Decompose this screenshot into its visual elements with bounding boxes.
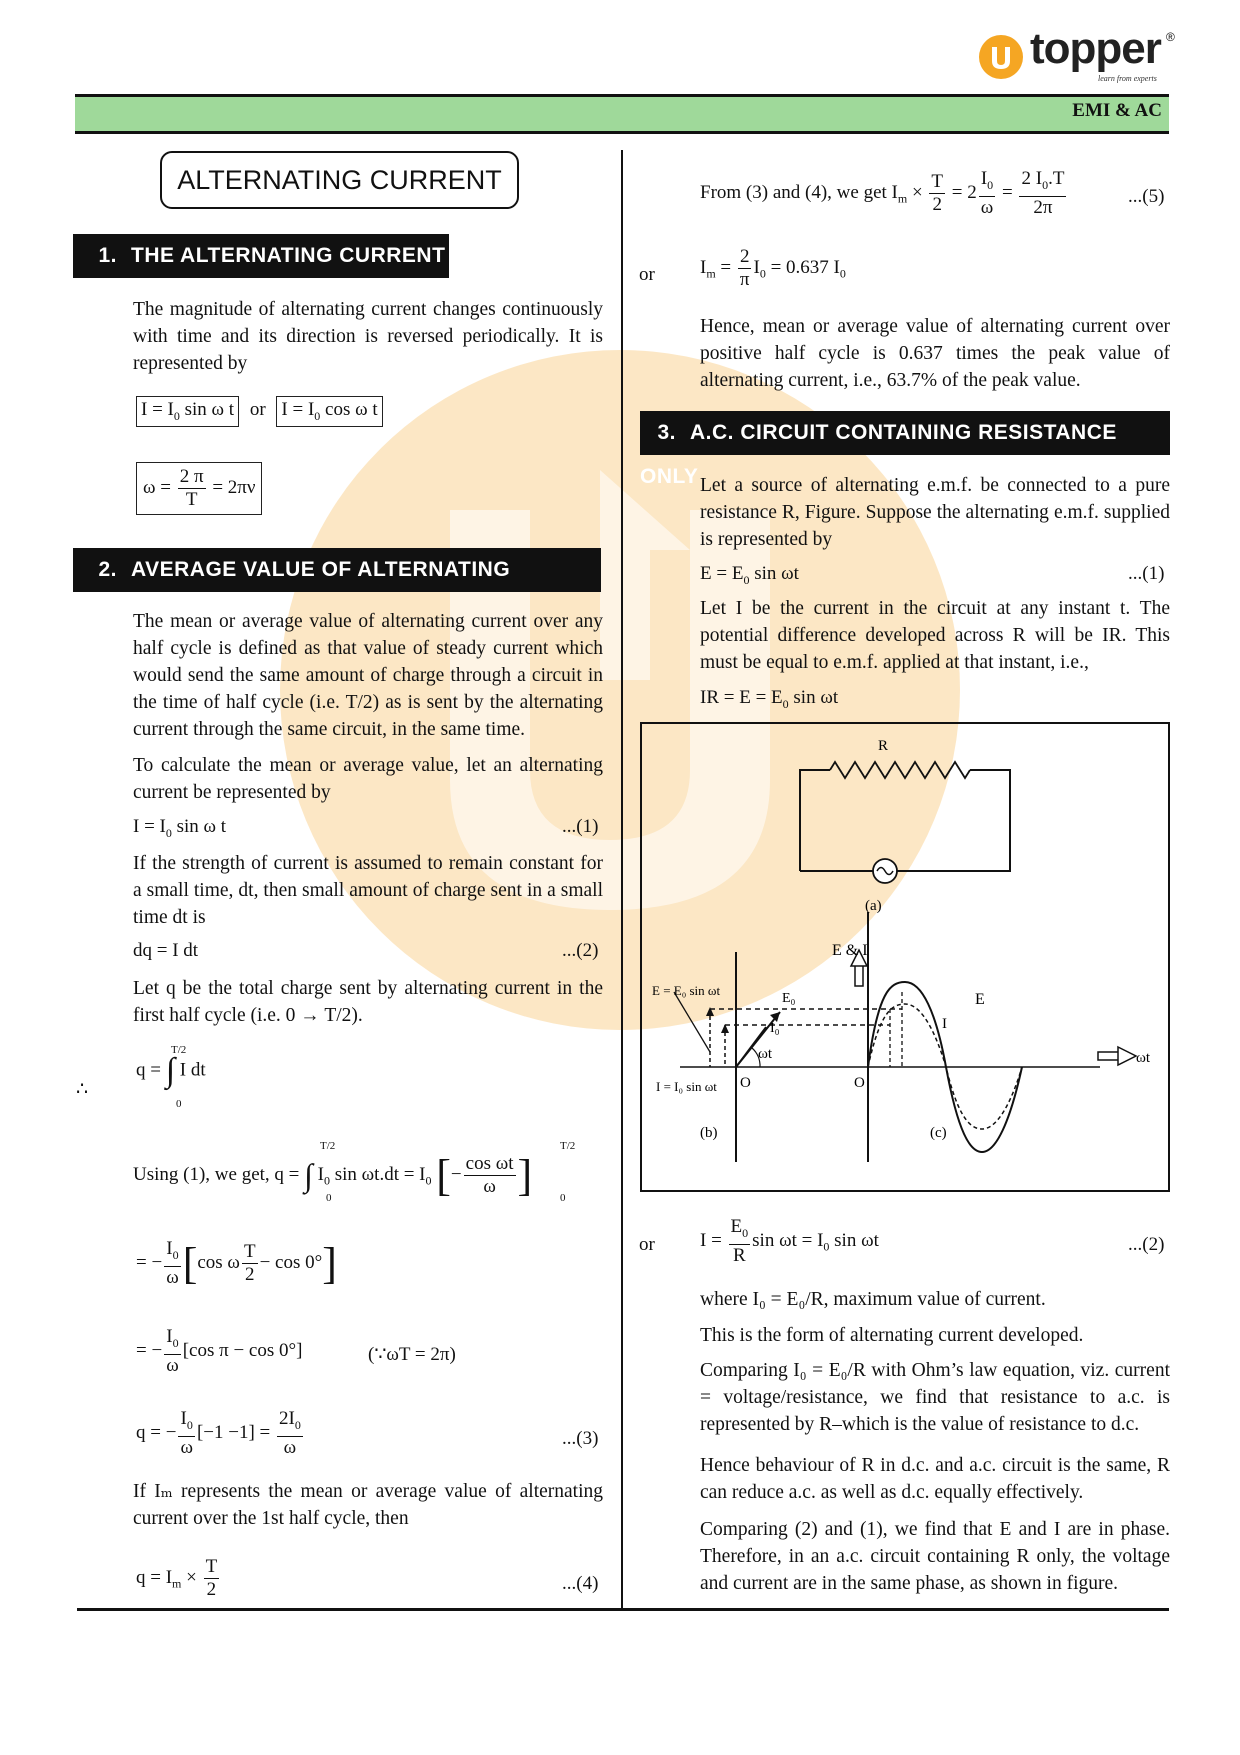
circuit-figure	[640, 722, 1170, 1192]
section-title: THE ALTERNATING CURRENT	[131, 244, 446, 267]
r-eq-number-2: ...(2)	[1128, 1234, 1165, 1255]
brand-u-icon	[978, 34, 1024, 80]
s2-paragraph-5: If Iₘ represents the mean or average value of alternating current over the 1st half cycle, then	[133, 1481, 603, 1529]
label-i-equation: I = I₀ sin ωt	[656, 1079, 717, 1094]
brand-name: topper	[1030, 24, 1161, 73]
header-bottom-rule	[75, 131, 1169, 134]
registered-mark: ®	[1166, 30, 1175, 44]
current-result-equation: I = $\frac{E_0}{R}$ $\sin \omega t = I_0$ sin ωt	[700, 1216, 879, 1266]
integral-q-equation: q = ∫ I dt T/2 0	[136, 1044, 206, 1110]
label-e0: E₀	[782, 991, 796, 1006]
eq-number-3: ...(3)	[562, 1428, 599, 1449]
or-text-1: or	[639, 264, 655, 285]
label-wt-phasor: ωt	[758, 1046, 773, 1062]
resistor-circuit	[800, 762, 1010, 883]
chapter-tag: EMI & AC	[1072, 100, 1162, 121]
current-equation: $I = I_0$ sin ω t	[133, 816, 227, 840]
section-number: 3.	[657, 421, 676, 444]
footer-rule	[77, 1608, 1169, 1611]
or-text: or	[249, 399, 266, 420]
resistor-symbol	[830, 762, 970, 778]
section-title: A.C. CIRCUIT CONTAINING RESISTANCE ONLY	[640, 421, 1117, 488]
section-2-heading	[73, 548, 601, 625]
eq-number-5: ...(5)	[1128, 186, 1165, 207]
circuit-wire	[800, 770, 1010, 871]
from-equation: From (3) and (4), we get $I_m$ × $\frac{T}{2}$ = 2 $\frac{I_0}{\omega}$ = $\frac{2 I_0.T}{2\pi}$	[700, 168, 1065, 218]
im-equation: $I_m$ = $\frac{2}{\pi}$ $I_0 = 0.637$ $I_0$	[700, 246, 846, 290]
label-i: I	[942, 1016, 947, 1032]
using-equation: Using (1), we get, q = ∫ $I_0$ $\sin \omega t.dt = I_0$ [− $\frac{\text{cos ωt}}{\omega}$ ]	[133, 1151, 533, 1200]
label-b: (b)	[700, 1125, 718, 1141]
r-paragraph-4: where I₀ = E₀/R, maximum value of current.	[700, 1289, 1046, 1310]
label-o-phasor: O	[740, 1075, 751, 1091]
bracket-upper-limit: T/2	[560, 1140, 576, 1152]
section-3-heading	[640, 411, 1170, 488]
omega-equation: ω = $\frac{2 \pi}{T}$ = 2πν	[136, 462, 262, 515]
r-paragraph-8: Comparing (2) and (1), we find that E and I are in phase. Therefore, in an a.c. circuit containing R only, the voltage and current are in the same phase, as shown in figure.	[700, 1519, 1170, 1594]
s1-paragraph: The magnitude of alternating current changes continuously with time and its direction is reversed periodically. It is represented by	[133, 299, 603, 374]
s2-paragraph-4: Let q be the total charge sent by alternating current in the first half cycle (i.e. 0 → T/2).	[133, 978, 603, 1026]
section-number: 2.	[98, 558, 117, 581]
s2-paragraph-1: The mean or average value of alternating current over any half cycle is defined as that value of steady current which would send the same amount of charge through a circuit in the time of half cycle (i.e. T/2) as is sent by the alternating current through the same circuit, in the same time.	[133, 611, 603, 740]
label-o-wave: O	[854, 1075, 865, 1091]
r-eq-number-1: ...(1)	[1128, 563, 1165, 584]
brand-tagline: learn from experts	[1098, 74, 1157, 83]
eq-number-1: ...(1)	[562, 816, 599, 837]
ir-equation: IR = $E = E_0$ sin ωt	[700, 687, 839, 711]
label-i0: I₀	[770, 1021, 780, 1036]
r-paragraph-2: Let a source of alternating e.m.f. be connected to a pure resistance R, Figure. Suppose the alternating e.m.f. supplied is represented by	[700, 475, 1170, 550]
r-paragraph-6: Comparing I₀ = E₀/R with Ohm’s law equation, viz. current = voltage/resistance, we find that resistance to a.c. is represented by R–which is the value of resistance to d.c.	[700, 1360, 1170, 1435]
r-paragraph-1: Hence, mean or average value of alternating current over positive half cycle is 0.637 times the peak value of alternating current, i.e., 63.7% of the peak value.	[700, 316, 1170, 391]
or-text-2: or	[639, 1234, 655, 1255]
label-e: E	[975, 991, 985, 1008]
r-paragraph-5: This is the form of alternating current developed.	[700, 1325, 1084, 1346]
label-e-equation: E = E₀ sin ωt	[652, 983, 721, 998]
figure-border	[641, 723, 1169, 1191]
label-wt-axis: ωt	[1136, 1050, 1151, 1066]
header-band	[75, 97, 1169, 131]
label-a: (a)	[865, 898, 882, 914]
therefore-symbol: ∴	[76, 1079, 89, 1100]
s2-paragraph-2: To calculate the mean or average value, let an alternating current be represented by	[133, 755, 603, 803]
brand-logo	[978, 24, 1178, 86]
bracket-lower-limit: 0	[560, 1192, 566, 1204]
using-text: Using (1), we get,	[133, 1163, 270, 1185]
eq-number-2: ...(2)	[562, 940, 599, 961]
q-result-equation: q = − $\frac{I_0}{\omega}$ [−1 −1] = $\frac{2I_0}{\omega}$	[136, 1408, 301, 1458]
label-r: R	[878, 738, 889, 754]
s2-paragraph-3: If the strength of current is assumed to remain constant for a small time, dt, then small amount of charge sent in a small time dt is	[133, 853, 603, 928]
section-number: 1.	[98, 244, 117, 267]
integral-lower-limit: 0	[326, 1192, 332, 1204]
section-1-heading	[73, 234, 449, 278]
column-divider	[621, 150, 623, 1610]
section-title: AVERAGE VALUE OF ALTERNATING CURRENT	[73, 558, 511, 625]
label-c: (c)	[930, 1125, 947, 1141]
q-mean-equation: $q = I_m$ × $\frac{T}{2}$	[136, 1556, 218, 1600]
because-note: (∵ωT = 2π)	[368, 1344, 456, 1365]
r-paragraph-7: Hence behaviour of R in d.c. and a.c. circuit is the same, R can reduce a.c. as well as d.c. equally effectively.	[700, 1455, 1170, 1503]
emf-equation: $E = E_0$ sin ωt	[700, 563, 799, 587]
r-paragraph-3: Let I be the current in the circuit at any instant t. The potential difference developed across R will be IR. This must be equal to e.m.f. applied at that instant, i.e.,	[700, 598, 1170, 673]
ac-definition-equations: $I = I_0$ sin ω t or $I = I_0$ cos ω t	[136, 396, 383, 427]
label-e-and-i: E & I	[832, 942, 868, 959]
step-equation-1: = − $\frac{I_0}{\omega}$ [cos ω $\frac{T}{2}$ − cos 0°]	[136, 1238, 337, 1288]
step-equation-2: = − $\frac{I_0}{\omega}$ [cos π − cos 0°]	[136, 1326, 303, 1376]
eq-number-4: ...(4)	[562, 1573, 599, 1594]
from-text: From (3) and (4), we get	[700, 181, 887, 203]
page-title: ALTERNATING CURRENT	[160, 151, 519, 209]
dq-equation: dq = I dt	[133, 940, 199, 961]
integral-upper-limit: T/2	[320, 1140, 336, 1152]
